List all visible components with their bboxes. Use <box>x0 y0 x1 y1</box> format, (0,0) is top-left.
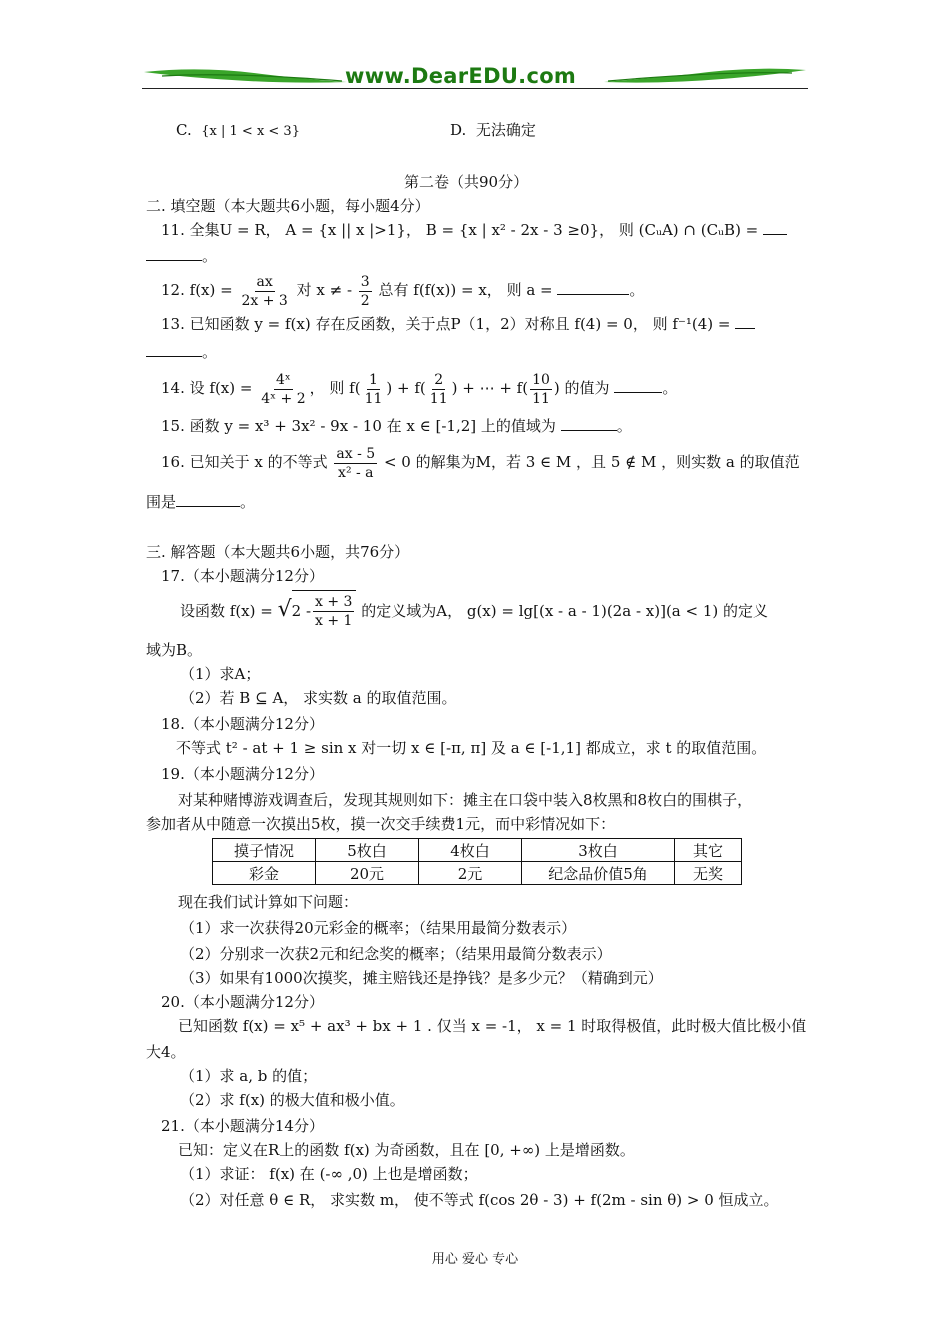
q14-frac-1-den: 11 <box>364 390 383 407</box>
q12-number: 12. <box>161 281 185 299</box>
q17-part-2: （2）若 B ⊆ A， 求实数 a 的取值范围。 <box>180 689 457 707</box>
q14-frac-3-den: 11 <box>532 390 550 407</box>
table-cell: 无奖 <box>675 862 742 885</box>
fill-heading: 二. 填空题（本大题共6小题，每小题4分） <box>146 197 430 215</box>
question-16 <box>161 442 800 482</box>
table-cell: 彩金 <box>213 862 316 885</box>
q17-fraction <box>313 593 354 630</box>
header-rule <box>142 88 808 89</box>
q14-frac-3-num: 10 <box>532 371 550 388</box>
q21-part-2: （2）对任意 θ ∈ R， 求实数 m， 使不等式 f(cos 2θ - 3) + f(2m - sin θ) > 0 恒成立。 <box>180 1191 779 1209</box>
answer-blank <box>763 222 787 235</box>
q13-text: 13. 已知函数 y = f(x) 存在反函数，关于点P（1，2）对称且 f(4) = 0， 则 f⁻¹(4) = <box>161 315 731 333</box>
q12-cond: 对 x ≠ - <box>296 281 353 299</box>
question-14 <box>161 366 677 410</box>
question-13-cont <box>146 342 217 362</box>
q20-line-2: 大4。 <box>146 1043 186 1061</box>
q17-radicand-a: 2 - <box>291 602 312 620</box>
answer-blank <box>735 316 755 329</box>
q19-part-3: （3）如果有1000次摸奖，摊主赔钱还是挣钱？是多少元？（精确到元） <box>180 969 663 987</box>
q16-end: 。 <box>240 493 256 511</box>
q16-fraction <box>334 445 377 482</box>
q14-sum-start: ， 则 f( <box>309 379 361 397</box>
q17-denominator: x + 1 <box>315 612 353 629</box>
answer-blank <box>176 494 240 507</box>
table-cell: 纪念品价值5角 <box>522 862 675 885</box>
q20-heading: 20.（本小题满分12分） <box>161 993 324 1011</box>
q19-heading: 19.（本小题满分12分） <box>161 765 324 783</box>
q17-numerator: x + 3 <box>315 593 353 610</box>
solve-heading: 三. 解答题（本大题共6小题，共76分） <box>146 543 410 561</box>
table-cell: 其它 <box>675 839 742 862</box>
table-cell: 4枚白 <box>419 839 522 862</box>
q16-numerator: ax - 5 <box>336 445 376 462</box>
table-row <box>213 862 742 885</box>
table-row <box>213 839 742 862</box>
q17-text: 的定义域为A， g(x) = lg[(x - a - 1)(2a - x)](a < 1) 的定义 <box>361 602 769 620</box>
q14-frac-2-num: 2 <box>434 371 444 388</box>
q14-sum-mid: ) + f( <box>386 379 426 397</box>
q19-part-1: （1）求一次获得20元彩金的概率；（结果用最简分数表示） <box>180 919 577 937</box>
q14-frac-1-num: 1 <box>369 371 378 388</box>
answer-blank <box>614 380 662 393</box>
q19-line-2: 参加者从中随意一次摸出5枚，摸一次交手续费1元，而中彩情况如下： <box>146 815 616 833</box>
q12-text: 总有 f(f(x)) = x， 则 a = <box>378 281 553 299</box>
q14-numerator: 4ˣ <box>276 371 291 388</box>
part2-title: 第二卷（共90分） <box>404 173 529 191</box>
q20-part-2: （2）求 f(x) 的极大值和极小值。 <box>180 1091 405 1109</box>
q14-end: 。 <box>662 379 678 397</box>
table-cell: 3枚白 <box>522 839 675 862</box>
question-17 <box>180 590 768 631</box>
question-13 <box>161 314 755 334</box>
table-cell: 5枚白 <box>316 839 419 862</box>
q17-radicand <box>292 590 357 631</box>
option-c-label: C. <box>176 121 192 139</box>
q17-heading: 17.（本小题满分12分） <box>161 567 324 585</box>
q15-end: 。 <box>616 417 632 435</box>
q12-fraction-2 <box>359 273 372 310</box>
answer-blank <box>557 282 629 295</box>
question-15 <box>161 416 632 436</box>
q14-frac-2 <box>428 371 450 408</box>
q11-end: 。 <box>202 247 218 265</box>
question-11-cont <box>146 246 217 266</box>
option-c-set: {x | 1 < x < 3} <box>201 124 300 139</box>
q16-text-c: 围是 <box>146 493 177 511</box>
option-d-label: D. <box>450 121 467 139</box>
q17-cont: 域为B。 <box>146 641 203 659</box>
q13-end: 。 <box>202 343 218 361</box>
q14-text: ) 的值为 <box>553 379 610 397</box>
q12-denominator: 2x + 3 <box>241 292 288 309</box>
q14-fraction <box>259 371 307 408</box>
q14-func: 14. 设 f(x) = <box>161 379 253 397</box>
q19-line-1: 对某种赌博游戏调查后，发现其规则如下：摊主在口袋中装入8枚黑和8枚白的围棋子， <box>178 791 753 809</box>
q16-text-a: 16. 已知关于 x 的不等式 <box>161 453 328 471</box>
q18-body: 不等式 t² - at + 1 ≥ sin x 对一切 x ∈ [-π, π] 及 a ∈ [-1,1] 都成立，求 t 的取值范围。 <box>176 739 767 757</box>
question-12 <box>161 270 644 310</box>
q21-part-1: （1）求证： f(x) 在 (-∞ ,0) 上也是增函数； <box>180 1165 478 1183</box>
table-cell: 摸子情况 <box>213 839 316 862</box>
q12-numerator: ax <box>256 273 273 290</box>
prize-table <box>212 838 742 885</box>
q18-heading: 18.（本小题满分12分） <box>161 715 324 733</box>
option-d <box>450 120 536 140</box>
q14-frac-3 <box>530 371 552 408</box>
q16-denominator: x² - a <box>338 464 374 481</box>
q11-text: 11. 全集U = R， A = {x || x |>1}， B = {x | x² - 2x - 3 ≥0}， 则 (CᵤA) ∩ (CᵤB) = <box>161 221 759 239</box>
q14-sum-dots: ) + ⋯ + f( <box>451 379 529 397</box>
question-16-cont <box>146 492 255 512</box>
q19-line-3: 现在我们试计算如下问题： <box>178 893 359 911</box>
q15-text: 15. 函数 y = x³ + 3x² - 9x - 10 在 x ∈ [-1,2] 上的值域为 <box>161 417 556 435</box>
q12-fraction <box>239 273 289 310</box>
q12-numerator-2: 3 <box>360 273 370 290</box>
q14-denominator: 4ˣ + 2 <box>261 390 306 407</box>
site-brand: www.DearEDU.com <box>345 64 577 88</box>
q14-frac-1 <box>363 371 385 408</box>
answer-blank <box>146 344 202 357</box>
answer-blank <box>146 248 202 261</box>
q20-line-1: 已知函数 f(x) = x⁵ + ax³ + bx + 1 . 仅当 x = -1， x = 1 时取得极值，此时极大值比极小值 <box>178 1017 807 1035</box>
q17-sqrt-icon: √ <box>277 597 292 622</box>
page-footer: 用心 爱心 专心 <box>431 1252 519 1267</box>
q19-part-2: （2）分别求一次获2元和纪念奖的概率；（结果用最简分数表示） <box>180 945 612 963</box>
q21-heading: 21.（本小题满分14分） <box>161 1117 324 1135</box>
q12-func: f(x) = <box>189 281 233 299</box>
option-c <box>176 120 300 142</box>
option-d-text: 无法确定 <box>475 121 536 139</box>
q16-text-b: < 0 的解集为M，若 3 ∈ M ，且 5 ∉ M ，则实数 a 的取值范 <box>383 453 800 471</box>
q17-part-1: （1）求A； <box>180 665 261 683</box>
table-cell: 2元 <box>419 862 522 885</box>
q20-part-1: （1）求 a, b 的值； <box>180 1067 318 1085</box>
q21-line-1: 已知：定义在R上的函数 f(x) 为奇函数，且在 [0, +∞) 上是增函数。 <box>178 1141 635 1159</box>
q12-denominator-2: 2 <box>360 292 370 309</box>
q12-end: 。 <box>629 281 645 299</box>
answer-blank <box>561 418 617 431</box>
question-11 <box>161 220 787 240</box>
q17-func: 设函数 f(x) = <box>180 602 273 620</box>
q14-frac-2-den: 11 <box>429 390 448 407</box>
table-cell: 20元 <box>316 862 419 885</box>
